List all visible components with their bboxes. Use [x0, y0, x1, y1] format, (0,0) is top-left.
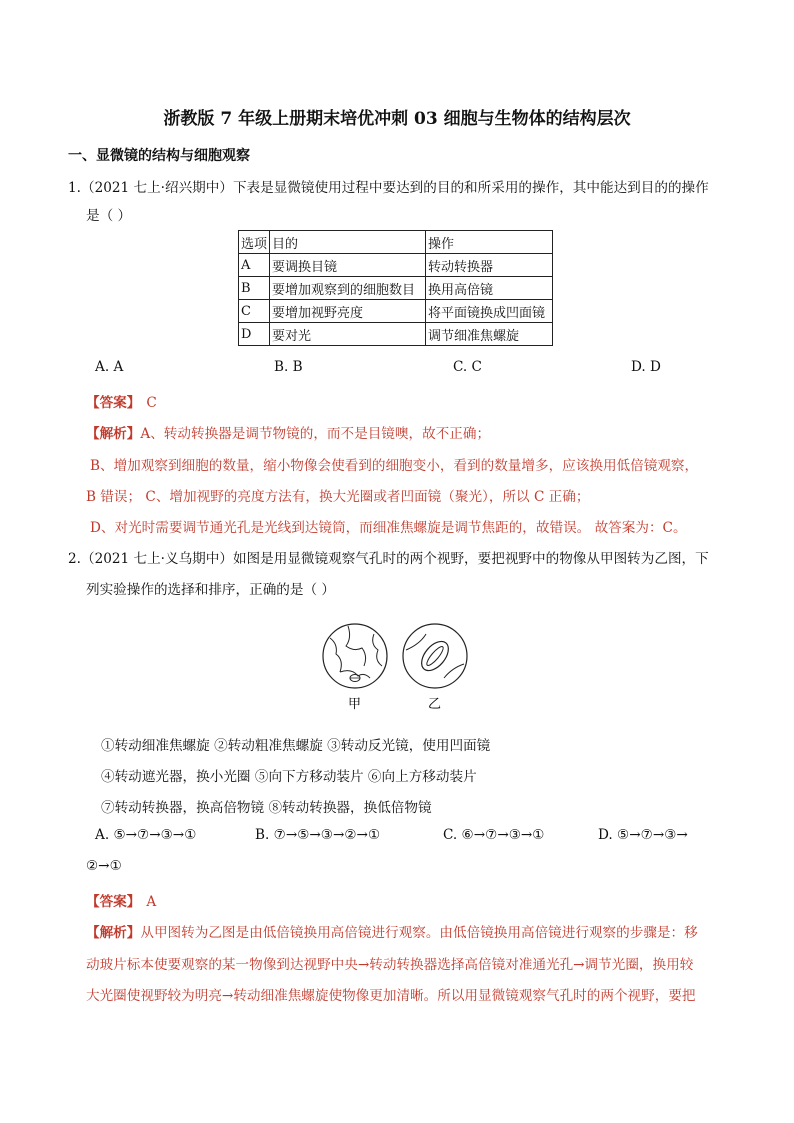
- q2-analysis-line3: 大光圈使视野较为明亮→转动细准焦螺旋使物像更加清晰。所以用显微镜观察气孔时的两个视野，要把: [86, 988, 696, 1004]
- q1-choice-c: C. C: [453, 359, 482, 375]
- table-row: [239, 254, 553, 277]
- q2-ops-line2: ④转动遮光器，换小光圈 ⑤向下方移动装片 ⑥向上方移动装片: [101, 769, 477, 785]
- table-header-row: [239, 231, 553, 254]
- q1-stem-line2: 是（ ）: [86, 208, 132, 224]
- analysis-label: 【解析】: [86, 426, 141, 442]
- analysis-text: A、转动转换器是调节物镜的，而不是目镜噢，故不正确；: [140, 426, 491, 442]
- page-title: 浙教版 7 年级上册期末培优冲刺 03 细胞与生物体的结构层次: [163, 109, 631, 129]
- q1-analysis-line1: [86, 422, 490, 442]
- table-cell: 要增加视野亮度: [270, 300, 426, 323]
- q1-choice-b: B. B: [274, 359, 303, 375]
- q1-options-table: [238, 230, 553, 346]
- q2-stem-line1: 2.（2021 七上·义乌期中）如图是用显微镜观察气孔时的两个视野，要把视野中的物像从甲图转为乙图，下: [68, 551, 709, 567]
- table-row: [239, 277, 553, 300]
- view-yi-diagram: [403, 624, 467, 688]
- q1-analysis-line3: B 错误； C、增加视野的亮度方法有，换大光圈或者凹面镜（聚光），所以 C 正确；: [86, 489, 590, 505]
- view-jia-diagram: [323, 624, 387, 688]
- table-cell: 将平面镜换成凹面镜: [426, 300, 553, 323]
- analysis-label: 【解析】: [86, 925, 141, 941]
- q2-choice-a: A. ⑤→⑦→③→①: [95, 827, 197, 843]
- table-header-cell: 目的: [270, 231, 426, 254]
- q2-choice-d-wrap: ②→①: [86, 858, 122, 874]
- table-cell: 要增加观察到的细胞数目: [270, 277, 426, 300]
- q1-choice-a: A. A: [95, 359, 124, 375]
- answer-label: 【答案】: [86, 894, 141, 910]
- q2-answer: [86, 890, 156, 910]
- table-row: [239, 300, 553, 323]
- q1-stem-line1: 1.（2021 七上·绍兴期中）下表是显微镜使用过程中要达到的目的和所采用的操作，其中能达到目的的操作: [68, 180, 709, 196]
- table-cell: 换用高倍镜: [426, 277, 553, 300]
- analysis-text: 从甲图转为乙图是由低倍镜换用高倍镜进行观察。由低倍镜换用高倍镜进行观察的步骤是：移: [140, 925, 698, 941]
- q1-answer: [86, 391, 157, 411]
- table-cell: A: [239, 254, 270, 277]
- answer-value: A: [146, 894, 157, 910]
- q1-analysis-line2: B、增加观察到细胞的数量，缩小物像会使看到的细胞变小，看到的数量增多，应该换用低倍镜观察，: [90, 458, 699, 474]
- q2-analysis-line2: 动玻片标本使要观察的某一物像到达视野中央→转动转换器选择高倍镜对准通光孔→调节光圈，换用较: [86, 957, 694, 973]
- stomata-figure: [318, 616, 478, 716]
- table-row: [239, 323, 553, 346]
- figure-label-jia: 甲: [348, 697, 362, 712]
- table-cell: 要调换目镜: [270, 254, 426, 277]
- q1-choice-d: D. D: [631, 359, 661, 375]
- q2-ops-line1: ①转动细准焦螺旋 ②转动粗准焦螺旋 ③转动反光镜，使用凹面镜: [101, 738, 491, 754]
- q2-analysis-line1: [86, 921, 698, 941]
- figure-label-yi: 乙: [428, 697, 442, 712]
- answer-value: C: [146, 395, 157, 411]
- table-header-cell: 操作: [426, 231, 553, 254]
- table-cell: 调节细准焦螺旋: [426, 323, 553, 346]
- q2-ops-line3: ⑦转动转换器，换高倍物镜 ⑧转动转换器，换低倍物镜: [101, 800, 432, 816]
- section-heading: 一、显微镜的结构与细胞观察: [68, 148, 250, 164]
- q2-choice-d: D. ⑤→⑦→③→: [598, 827, 688, 843]
- q2-stem-line2: 列实验操作的选择和排序，正确的是（ ）: [86, 582, 336, 598]
- q2-choice-b: B. ⑦→⑤→③→②→①: [255, 827, 381, 843]
- q1-analysis-line4: D、对光时需要调节通光孔是光线到达镜筒，而细准焦螺旋是调节焦距的，故错误。 故答案为：C。: [90, 520, 687, 536]
- table-header-cell: 选项: [239, 231, 270, 254]
- table-cell: C: [239, 300, 270, 323]
- table-cell: 转动转换器: [426, 254, 553, 277]
- table-cell: D: [239, 323, 270, 346]
- q2-choice-c: C. ⑥→⑦→③→①: [443, 827, 545, 843]
- table-cell: B: [239, 277, 270, 300]
- table-cell: 要对光: [270, 323, 426, 346]
- answer-label: 【答案】: [86, 395, 141, 411]
